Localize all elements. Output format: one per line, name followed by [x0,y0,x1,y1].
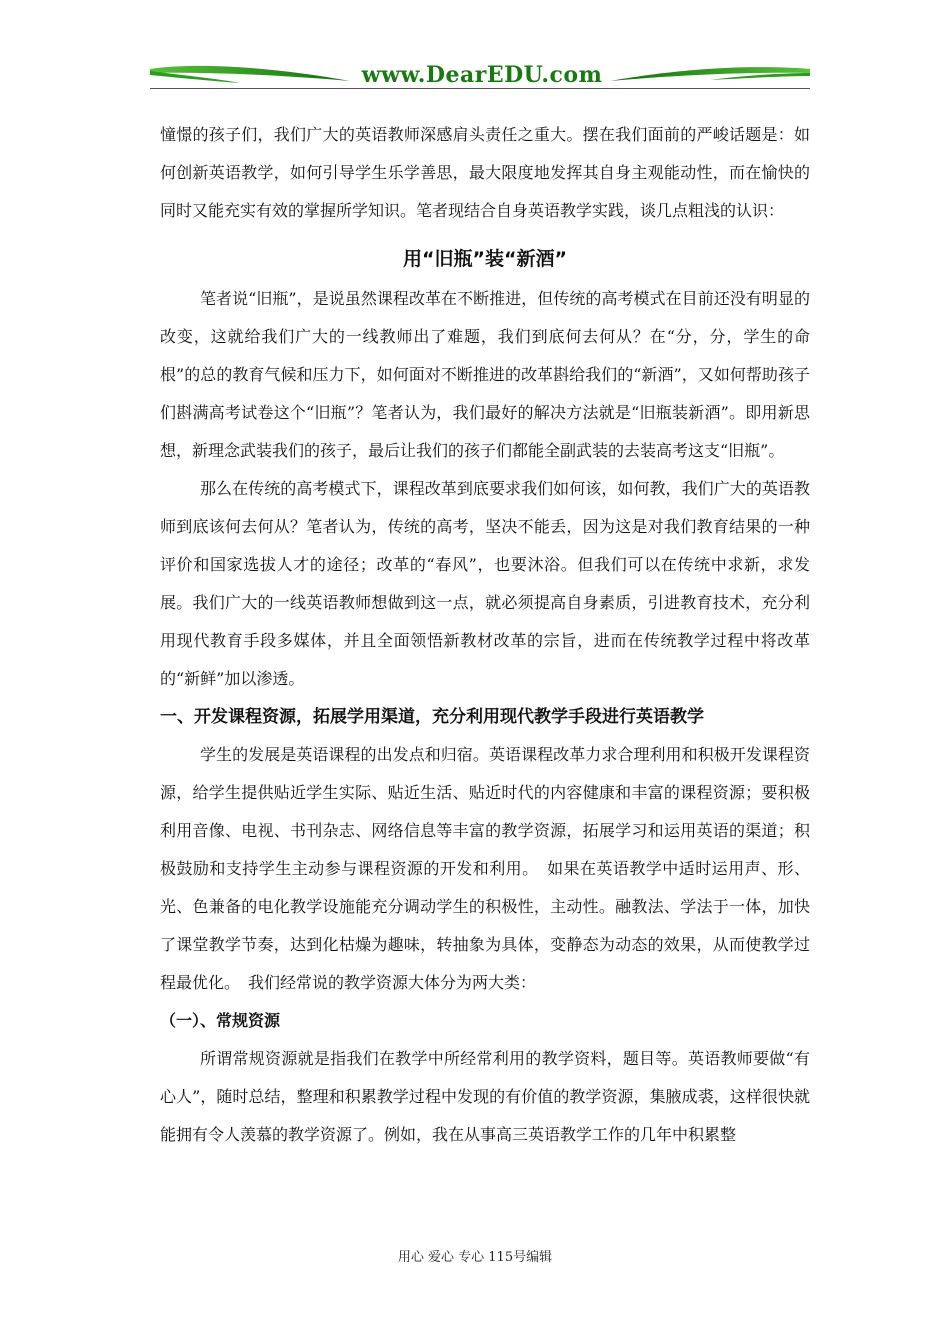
page-header [150,55,810,95]
paragraph-traditional-exam: 那么在传统的高考模式下，课程改革到底要求我们如何该，如何教，我们广大的英语教师到底该何去何从？笔者认为，传统的高考，坚决不能丢，因为这是对我们教育结果的一种评价和国家选拔人才的途径；改革的“春风”，也要沐浴。但我们可以在传统中求新，求发展。我们广大的一线英语教师想做到这一点，就必须提高自身素质，引进教育技术，充分利用现代教育手段多媒体，并且全面领悟新教材改革的宗旨，进而在传统教学过程中将改革的“新鲜”加以渗透。 [160,479,810,688]
intro-paragraph: 憧憬的孩子们，我们广大的英语教师深感肩头责任之重大。摆在我们面前的严峻话题是：如何创新英语教学，如何引导学生乐学善思，最大限度地发挥其自身主观能动性，而在愉快的同时又能充实有效的掌握所学知识。笔者现结合自身英语教学实践，谈几点粗浅的认识： [160,125,810,220]
heading-level-1: 一、开发课程资源，拓展学用渠道，充分利用现代教学手段进行英语教学 [160,707,704,727]
section-title: 用“旧瓶”装“新酒” [403,248,567,270]
paragraph-regular-resources: 所谓常规资源就是指我们在教学中所经常利用的教学资料，题目等。英语教师要做“有心人”，随时总结，整理和积累教学过程中发现的有价值的教学资源，集腋成裘，这样很快就能拥有令人羡慕的教学资源了。例如，我在从事高三英语教学工作的几年中积累整 [160,1049,810,1144]
page-footer: 用心 爱心 专心 115号编辑 [397,1250,553,1265]
left-swoosh [150,66,350,81]
paragraph-course-resources: 学生的发展是英语课程的出发点和归宿。英语课程改革力求合理利用和积极开发课程资源，给学生提供贴近学生实际、贴近生活、贴近时代的内容健康和丰富的课程资源；要积极利用音像、电视、书刊杂志、网络信息等丰富的教学资源，拓展学习和运用英语的渠道；积极鼓励和支持学生主动参与课程资源的开发和利用。 如果在英语教学中适时运用声、形、光、色兼备的电化教学设施能充分调动学生的积极性，主动性。融教法、学法于一体，加快了课堂教学节奏，达到化枯燥为趣味，转抽象为具体，变静态为动态的效果，从而使教学过程最优化。 我们经常说的教学资源大体分为两大类： [160,745,810,992]
document-body [160,116,810,1154]
paragraph-old-bottle: 笔者说“旧瓶”，是说虽然课程改革在不断推进，但传统的高考模式在目前还没有明显的改变，这就给我们广大的一线教师出了难题，我们到底何去何从？在“分，分，学生的命根”的总的教育气候和压力下，如何面对不断推进的改革斟给我们的“新酒”，又如何帮助孩子们斟满高考试卷这个“旧瓶”？笔者认为，我们最好的解决方法就是“旧瓶装新酒”。即用新思想，新理念武装我们的孩子，最后让我们的孩子们都能全副武装的去装高考这支“旧瓶”。 [160,289,810,460]
site-url-logo: www.DearEDU.com [361,62,603,88]
heading-level-2: （一）、常规资源 [160,1011,281,1030]
right-swoosh-tip [710,73,810,80]
header-divider [150,88,810,89]
